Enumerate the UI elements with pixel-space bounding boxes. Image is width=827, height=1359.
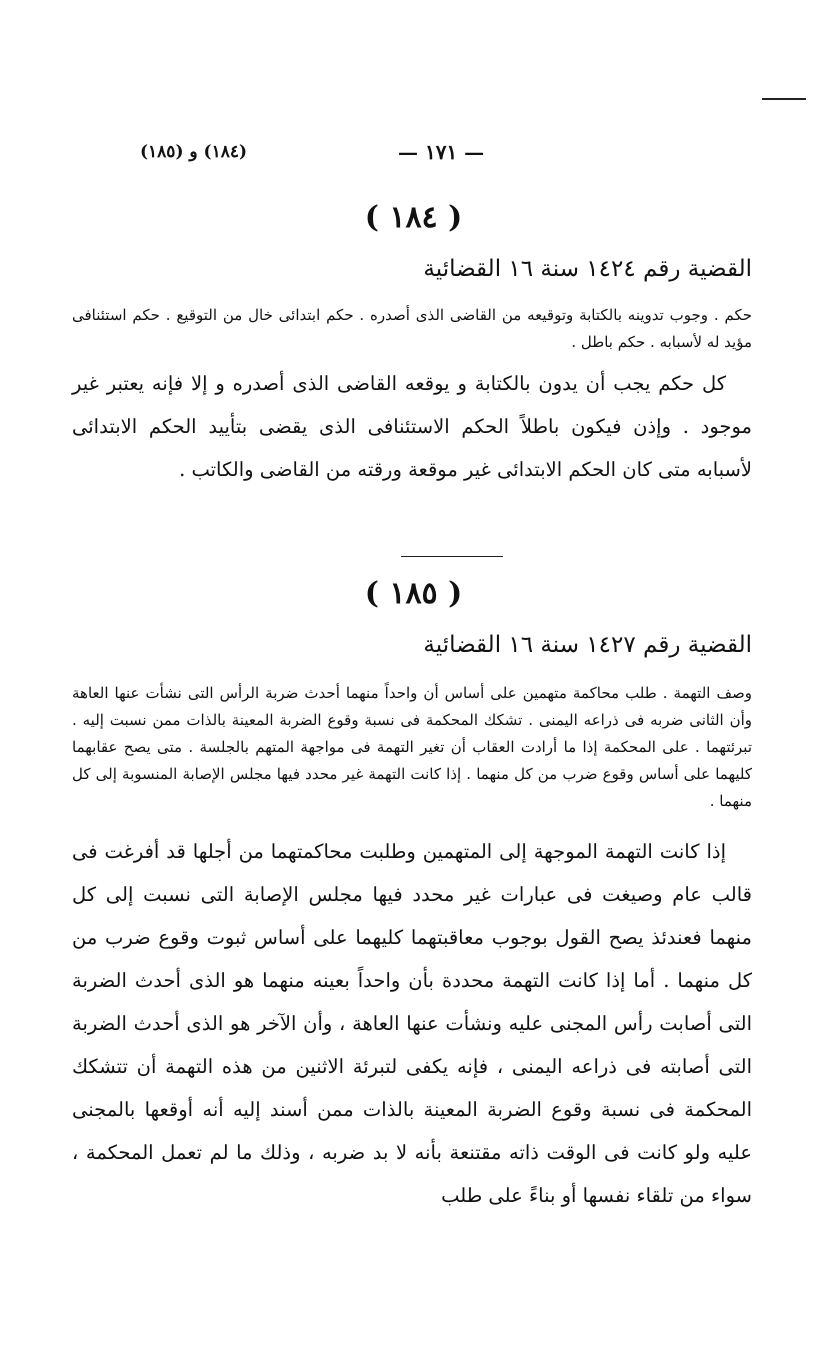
case-185-title: القضية رقم ١٤٢٧ سنة ١٦ القضائية	[423, 632, 752, 658]
case-185-number: ( ١٨٥ )	[364, 576, 463, 611]
case-184-summary: حكم . وجوب تدوينه بالكتابة وتوقيعه من القاضى الذى أصدره . حكم ابتدائى خال من التوقيع . حكم استئنافى مؤيد له لأسبابه . حكم باطل .	[72, 306, 752, 351]
case-184-body: كل حكم يجب أن يدون بالكتابة و يوقعه القاضى الذى أصدره و إلا فإنه يعتبر غير موجود . وإذن فيكون باطلاً الحكم الاستئنافى الذى يقضى بتأييد الحكم الابتدائى لأسبابه متى كان الحكم الابتدائى غير موقعة ورقته من القاضى والكاتب .	[72, 372, 752, 481]
page-number: — ١٧١ —	[398, 140, 485, 164]
case-184-number: ( ١٨٤ )	[364, 200, 463, 235]
case-185-summary: وصف التهمة . طلب محاكمة متهمين على أساس أن واحداً منهما أحدث ضربة الرأس التى نشأت عنها العاهة وأن الثانى ضربه فى ذراعه اليمنى . تشكك المحكمة فى نسبة وقوع الضربة المعينة بالذات ممن نسبت إليه . تبرئتهما . على المحكمة إذا ما أرادت العقاب أن تغير التهمة فى مواجهة المتهم بالجلسة . متى يصح عقابهما كليهما على أساس وقوع ضرب من كل منهما . إذا كانت التهمة غير محدد فيها مجلس الإصابة المنسوبة إلى كل منهما .	[72, 684, 752, 810]
running-header	[140, 140, 760, 170]
case-184-title: القضية رقم ١٤٢٤ سنة ١٦ القضائية	[423, 256, 752, 282]
edge-mark	[762, 98, 806, 100]
section-separator	[401, 556, 503, 557]
case-185-body: إذا كانت التهمة الموجهة إلى المتهمين وطلبت محاكمتهما من أجلها قد أفرغت فى قالب عام وصيغت فى عبارات غير محدد فيها مجلس الإصابة التى نسبت إلى كل منهما فعندئذ يصح القول بوجوب معاقبتهما كليهما على أساس ثبوت وقوع ضرب من كل منهما . أما إذا كانت التهمة محددة بأن واحداً بعينه منهما هو الذى أحدث الضربة التى أصابت رأس المجنى عليه ونشأت عنها العاهة ، وأن الآخر هو الذى أحدث الضربة التى أصابته فى ذراعه اليمنى ، فإنه يكفى لتبرئة الاثنين من هذه التهمة أن تتشكك المحكمة فى نسبة وقوع الضربة المعينة بالذات ممن أسند إليه أنه أوقعها بالمجنى عليه ولو كانت فى الوقت ذاته مقتنعة بأنه لا بد ضربه ، وذلك ما لم تعمل المحكمة ، سواء من تلقاء نفسها أو بناءً على طلب	[72, 840, 752, 1207]
header-case-numbers: (١٨٤) و (١٨٥)	[140, 142, 248, 162]
